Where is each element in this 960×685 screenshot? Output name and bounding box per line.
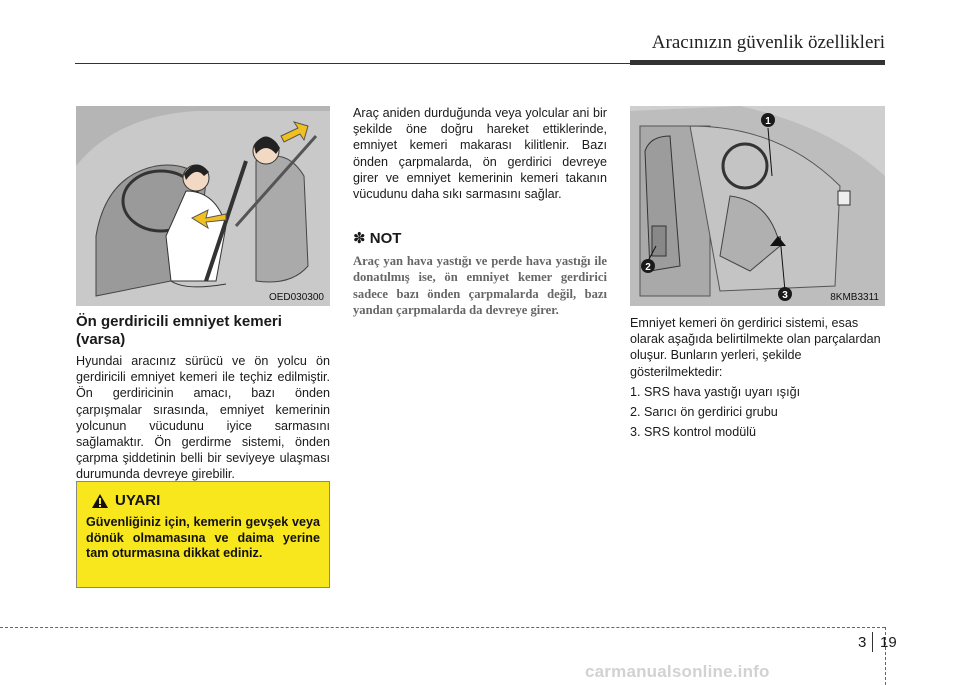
section-body: Hyundai aracınız sürücü ve ön yolcu ön gerdiricili emniyet kemeri ile teçhiz edilmiştir. Ön gerdiricinin amacı, bazı önden çarpışmalar sırasında, emniyet kemerinin yolcunun vücudunu iyice sarmasını sağlamaktır. Ön gerdirme sistemi, önden çarpma şiddetinin belli bir seviyeye ulaşması durumunda devreye girebilir. xyxy=(76,354,330,482)
column2-body: Araç aniden durduğunda veya yolcular ani bir şekilde öne doğru hareket ettiklerinde, emniyet kemeri makarası kilitlenir. Bazı önden çarpmalarda, ön gerdirici devreye girer ve emniyet kemerinin kemeri takanın vücudunu daha sıkı sarmasını sağlar. xyxy=(353,106,607,202)
header-rule-thick xyxy=(630,60,885,65)
page-number: 19 xyxy=(880,634,897,651)
warning-box xyxy=(76,481,330,588)
note-heading: ✽ NOT xyxy=(353,230,402,247)
footer-dashed-rule xyxy=(0,627,885,628)
watermark: carmanualsonline.info xyxy=(585,662,770,681)
note-body: Araç yan hava yastığı ve perde hava yastığı ile donatılmış ise, ön emniyet kemer gerdirici sadece bazı önden çarpmalarda değil, bazı yandan çarpmalarda da devreye girer. xyxy=(353,254,607,317)
chapter-number: 3 xyxy=(858,634,867,651)
pretensioner-components-illustration xyxy=(630,106,885,306)
column3-text xyxy=(630,315,885,444)
component-item-1: 1. SRS hava yastığı uyarı ışığı xyxy=(630,384,801,399)
callout-1-label: 1 xyxy=(765,116,771,127)
header-rule xyxy=(75,63,630,64)
section-title: Ön gerdiricili emniyet kemeri (varsa) xyxy=(76,313,282,348)
warning-title: UYARI xyxy=(115,492,161,509)
callout-3-label: 3 xyxy=(782,290,788,301)
warning-triangle-icon xyxy=(91,493,109,509)
figure-caption: OED030300 xyxy=(268,292,324,303)
page-number-separator xyxy=(872,632,873,652)
warning-body: Güvenliğiniz için, kemerin gevşek veya dönük olmamasına ve daima yerine tam oturmasına dikkat ediniz. xyxy=(86,515,320,560)
car-side-drawing xyxy=(630,106,885,306)
car-interior-drawing xyxy=(76,106,330,306)
component-item-2: 2. Sarıcı ön gerdirici grubu xyxy=(630,405,778,420)
seatbelt-pretensioner-illustration xyxy=(76,106,330,306)
warning-heading xyxy=(91,492,160,509)
page-header-title: Aracınızın güvenlik özellikleri xyxy=(651,32,885,53)
component-item-3: 3. SRS kontrol modülü xyxy=(630,425,756,440)
figure-caption: 8KMB3311 xyxy=(830,292,879,303)
column3-intro: Emniyet kemeri ön gerdirici sistemi, esas olarak aşağıda belirtilmekte olan parçalardan oluşur. Bunların yerleri, şekilde gösterilmektedir: xyxy=(630,316,881,379)
callout-2-label: 2 xyxy=(645,262,651,273)
